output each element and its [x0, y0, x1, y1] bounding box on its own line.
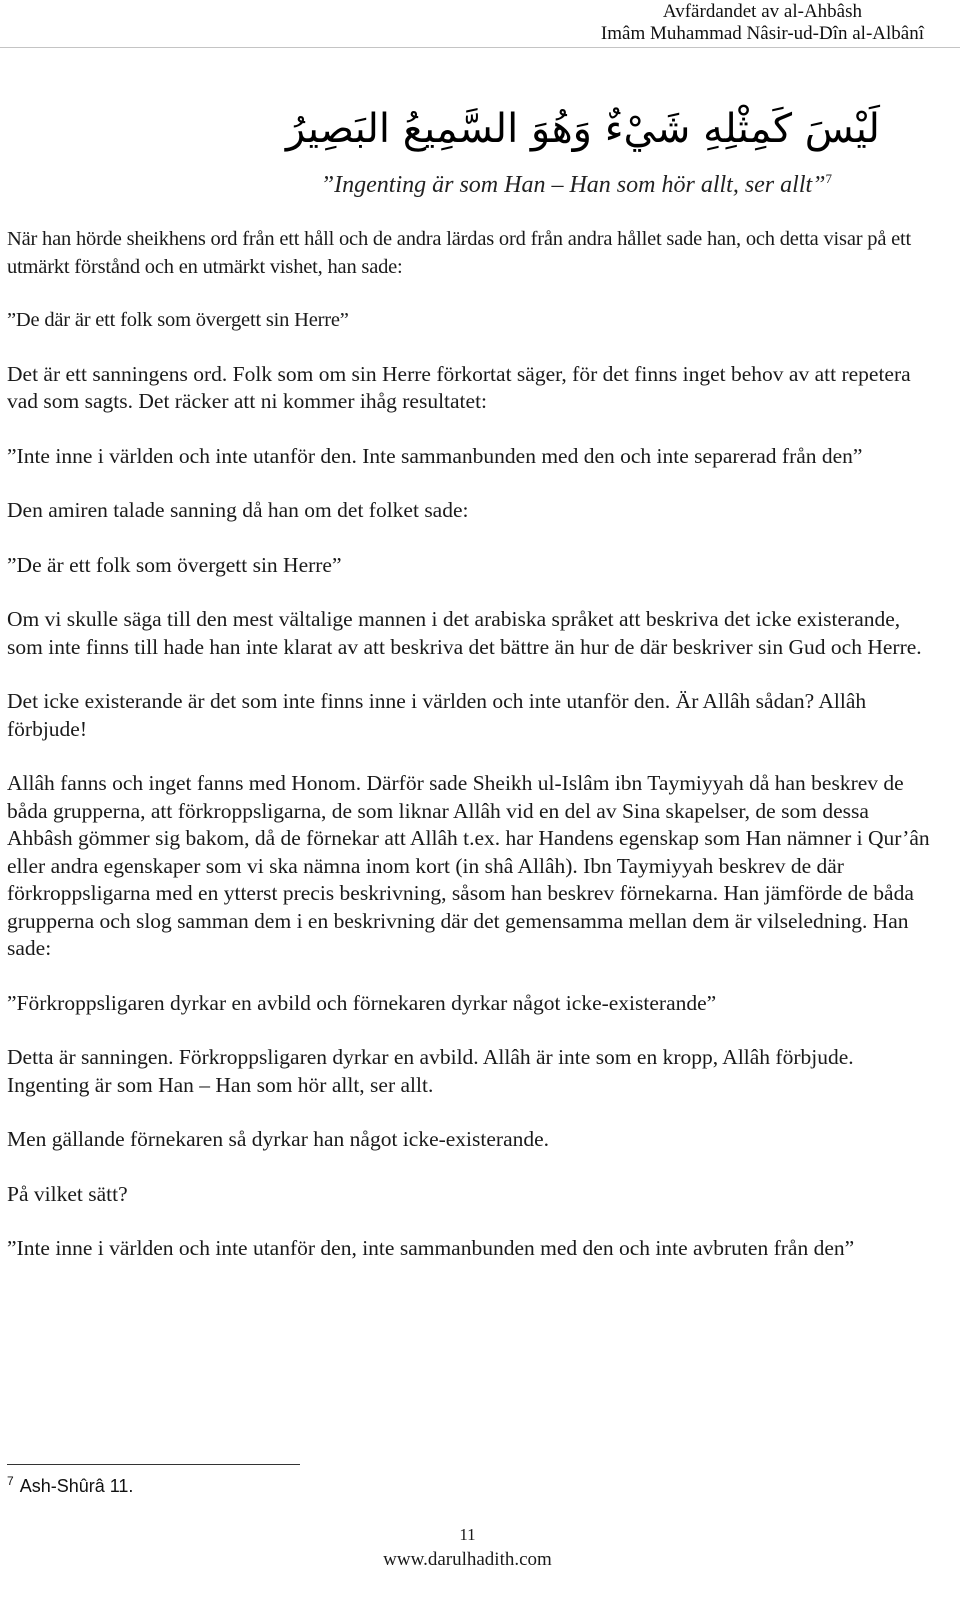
paragraph: Detta är sanningen. Förkroppsligaren dyrkar en avbild. Allâh är inte som en kropp, Allâh förbjude. Ingenting är som Han – Han som hör allt, ser allt. [7, 1045, 854, 1097]
quote-paragraph: ”De där är ett folk som övergett sin Herre” [7, 309, 349, 331]
page-header [601, 1, 924, 45]
quote-paragraph: ”Inte inne i världen och inte utanför den. Inte sammanbunden med den och inte separerad från den” [7, 443, 863, 468]
verse-translation [321, 163, 832, 201]
quote-paragraph: ”Förkroppsligaren dyrkar en avbild och förnekaren dyrkar något icke-existerande” [7, 990, 717, 1015]
quote-paragraph: ”Inte inne i världen och inte utanför den, inte sammanbunden med den och inte avbruten från den” [7, 1236, 855, 1260]
paragraph: Den amiren talade sanning då han om det folket sade: [7, 498, 469, 522]
paragraph: När han hörde sheikhens ord från ett håll och de andra lärdas ord från andra hållet sade han, och detta visar på ett utmärkt förstånd och en utmärkt vishet, han sade: [7, 228, 912, 278]
page-number: 11 [459, 1525, 476, 1544]
header-divider [0, 47, 960, 48]
body-text [7, 226, 937, 1290]
quote-paragraph: ”De är ett folk som övergett sin Herre” [7, 552, 342, 577]
paragraph: Om vi skulle säga till den mest vältalige mannen i det arabiska språket att beskriva det icke existerande, som inte finns till hade han inte klarat av att beskriva det bättre än hur de där beskriver sin Gud och Herre. [7, 607, 922, 659]
arabic-verse: لَيْسَ كَمِثْلِهِ شَيْءٌ وَهُوَ السَّمِيعُ البَصِيرُ [285, 106, 880, 152]
footnote [7, 1470, 133, 1497]
paragraph: Det är ett sanningens ord. Folk som om sin Herre förkortat säger, för det finns inget behov av att repetera vad som sagts. Det räcker att ni kommer ihåg resultatet: [7, 361, 911, 413]
book-author: Imâm Muhammad Nâsir-ud-Dîn al-Albânî [600, 23, 924, 44]
website-link[interactable]: www.darulhadith.com [383, 1549, 552, 1570]
footnote-text: Ash-Shûrâ 11. [19, 1476, 134, 1496]
paragraph: Men gällande förnekaren så dyrkar han något icke-existerande. [7, 1127, 550, 1151]
paragraph: På vilket sätt? [7, 1181, 128, 1206]
book-title: Avfärdandet av al-Ahbâsh [662, 1, 862, 22]
verse-translation-text: ”Ingenting är som Han – Han som hör allt, ser allt” [320, 172, 826, 198]
paragraph: Det icke existerande är det som inte finns inne i världen och inte utanför den. Är Allâh sådan? Allâh förbjude! [7, 689, 867, 741]
footnote-number: 7 [7, 1474, 14, 1488]
footnote-divider [7, 1464, 300, 1465]
footnote-ref: 7 [825, 171, 832, 186]
paragraph: Allâh fanns och inget fanns med Honom. Därför sade Sheikh ul-Islâm ibn Taymiyyah då han beskrev de båda grupperna, att förkroppsligarna, de som liknar Allâh vid en del av Sina skapelser, de som dessa Ahbâsh gömmer sig bakom, då de förnekar att Allâh t.ex. har Handens egenskap som Han nämner i Qur’ân eller andra egenskaper som vi ska nämna inom kort (in shâ Allâh). Ibn Taymiyyah beskrev de där förkroppsligarna med en ytterst precis beskrivning, såsom han beskrev förnekarna. Han jämförde de båda grupperna och slog samman dem i en beskrivning där det gemensamma mellan dem är vilseledning. Han sade: [7, 771, 930, 960]
